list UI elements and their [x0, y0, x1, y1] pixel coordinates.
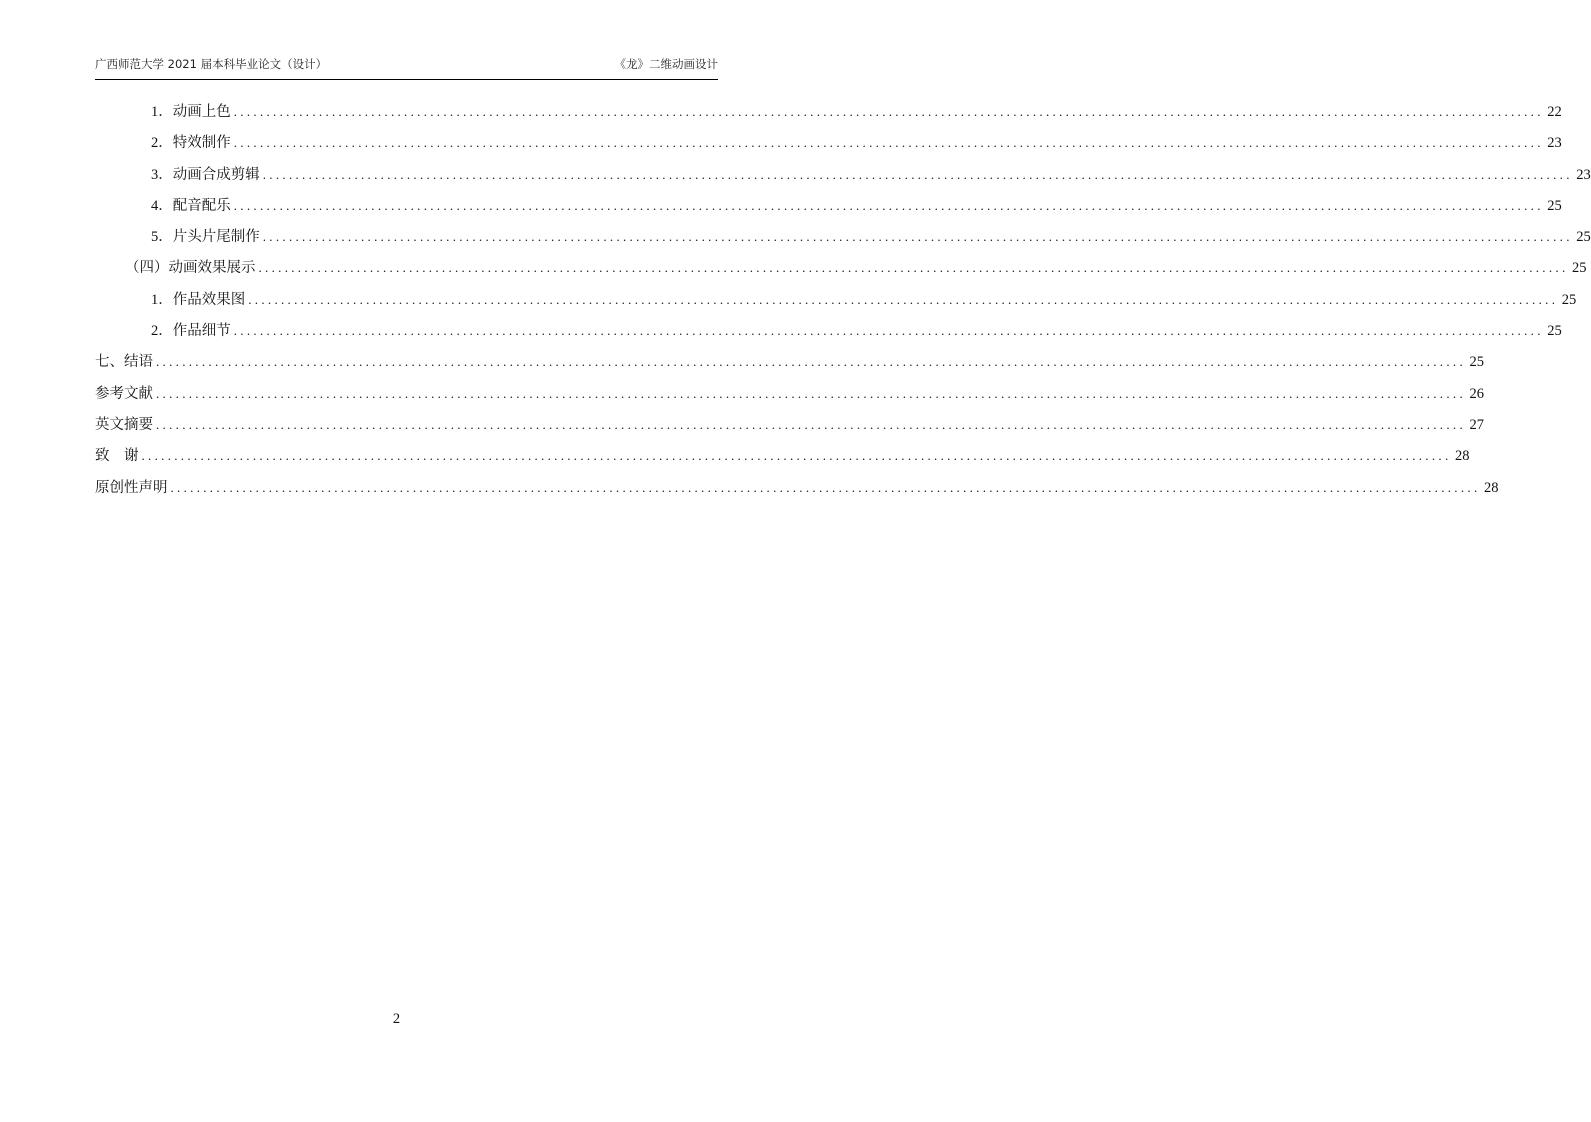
toc-entry-number: 4．	[151, 197, 173, 214]
header-thesis-title: 广西师范大学 2021 届本科毕业论文（设计）	[95, 57, 328, 71]
toc-entry-page: 25	[1561, 291, 1577, 308]
toc-dot-leader: ........................................................................................................................................................................................................	[233, 323, 1544, 339]
toc-entry-number: 1．	[151, 291, 173, 308]
toc-entry-title: 致 谢	[95, 448, 139, 465]
header-project-title: 《龙》二维动画设计	[614, 57, 718, 71]
toc-dot-leader: ........................................................................................................................................................................................................	[262, 229, 1573, 245]
toc-entry-title: 特效制作	[172, 135, 231, 152]
toc-entry-title: 英文摘要	[95, 416, 153, 433]
toc-entry[interactable]	[95, 315, 1562, 346]
toc-entry-page: 25	[1547, 197, 1562, 214]
toc-dot-leader: ........................................................................................................................................................................................................	[262, 166, 1573, 182]
toc-entry-page: 23	[1547, 135, 1562, 152]
toc-entry-title: 作品细节	[172, 323, 231, 340]
toc-entry-page: 23	[1576, 166, 1591, 183]
toc-entry[interactable]	[95, 190, 1562, 221]
toc-entry-page: 22	[1547, 104, 1562, 120]
toc-entry-title: 动画合成剪辑	[172, 166, 260, 183]
toc-entry-number: 2．	[151, 135, 173, 152]
toc-dot-leader: ........................................................................................................................................................................................................	[141, 448, 1452, 464]
table-of-contents	[95, 96, 1591, 503]
toc-entry-page: 28	[1484, 479, 1499, 496]
toc-dot-leader: ........................................................................................................................................................................................................	[156, 385, 1466, 401]
toc-entry-title: 原创性声明	[95, 479, 168, 496]
toc-dot-leader: ........................................................................................................................................................................................................	[248, 291, 1559, 307]
toc-dot-leader: ........................................................................................................................................................................................................	[170, 479, 1481, 495]
toc-entry-number: 3．	[151, 166, 173, 183]
toc-entry-title: 作品效果图	[172, 291, 246, 308]
toc-entry[interactable]	[95, 284, 1577, 315]
toc-entry[interactable]	[95, 472, 1499, 503]
toc-entry-title: （四）动画效果展示	[125, 260, 256, 277]
toc-entry-title: 七、结语	[95, 354, 153, 371]
toc-entry-title: 参考文献	[95, 385, 153, 402]
toc-entry-title: 动画上色	[172, 104, 231, 120]
toc-entry-number: 2．	[151, 323, 173, 340]
toc-entry-title: 片头片尾制作	[172, 229, 260, 246]
page-header	[95, 56, 718, 76]
toc-entry-page: 27	[1469, 416, 1484, 433]
toc-entry[interactable]	[95, 96, 1562, 127]
toc-entry-number: 1．	[151, 104, 173, 120]
toc-dot-leader: ........................................................................................................................................................................................................	[233, 135, 1544, 151]
toc-entry-page: 25	[1576, 229, 1591, 246]
toc-dot-leader: ........................................................................................................................................................................................................	[258, 260, 1569, 276]
toc-dot-leader: ........................................................................................................................................................................................................	[156, 354, 1466, 370]
toc-entry-page: 28	[1455, 448, 1470, 465]
toc-entry-number: 5．	[151, 229, 173, 246]
toc-entry[interactable]	[95, 346, 1484, 377]
header-divider	[95, 79, 718, 80]
toc-entry[interactable]	[95, 440, 1470, 471]
toc-entry[interactable]	[95, 159, 1591, 190]
toc-entry[interactable]	[95, 409, 1484, 440]
toc-entry[interactable]	[95, 221, 1591, 252]
toc-dot-leader: ........................................................................................................................................................................................................	[233, 197, 1544, 213]
toc-entry-page: 25	[1572, 260, 1587, 277]
toc-entry[interactable]	[95, 127, 1562, 158]
toc-entry[interactable]	[95, 378, 1484, 409]
toc-entry-title: 配音配乐	[172, 197, 231, 214]
toc-entry-page: 25	[1547, 323, 1562, 340]
toc-entry[interactable]	[95, 252, 1587, 283]
page-number: 2	[392, 1011, 401, 1027]
toc-dot-leader: ........................................................................................................................................................................................................	[156, 416, 1466, 432]
toc-entry-page: 26	[1469, 385, 1484, 402]
toc-dot-leader: ........................................................................................................................................................................................................	[233, 104, 1544, 119]
toc-entry-page: 25	[1469, 354, 1484, 371]
